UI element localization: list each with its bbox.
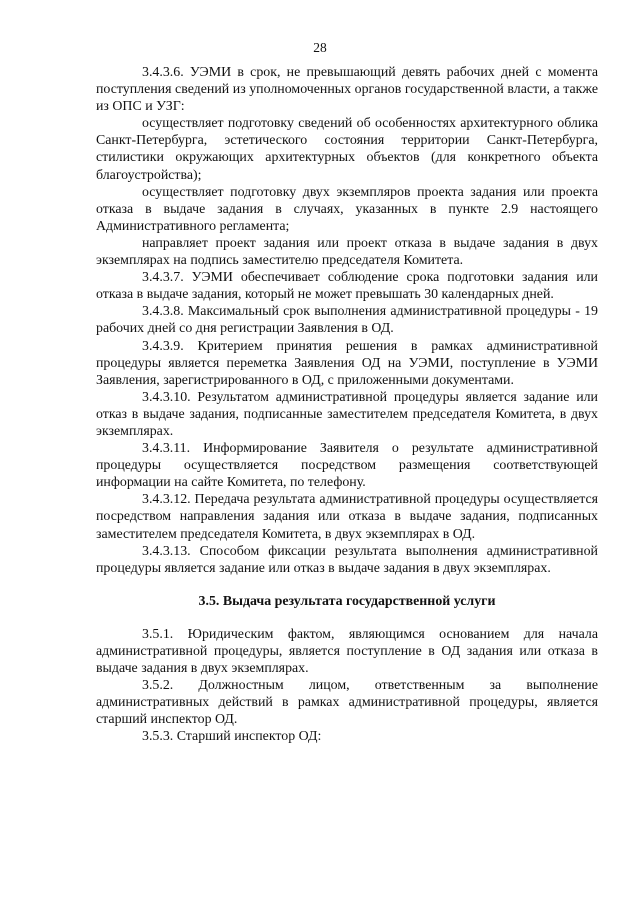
- paragraph: 3.4.3.9. Критерием принятия решения в рамках административной процедуры является переметка Заявления ОД на УЭМИ, поступление в УЭМИ Заявления, зарегистрированного в ОД, с приложенными документами.: [96, 338, 598, 388]
- paragraph: 3.5.3. Старший инспектор ОД:: [142, 729, 322, 745]
- paragraph: 3.4.3.10. Результатом административной процедуры является задание или отказ в выдаче задания, подписанные заместителем председателя Комитета, в двух экземплярах.: [96, 389, 598, 439]
- document-body: [96, 64, 598, 746]
- paragraph: осуществляет подготовку сведений об особенностях архитектурного облика Санкт-Петербурга, эстетического состояния территории Санкт-Петербурга, стилистики окружающих архитектурных объектов (для конкретного объекта благоустройства);: [96, 116, 598, 183]
- paragraph: осуществляет подготовку двух экземпляров проекта задания или проекта отказа в выдаче задания в случаях, указанных в пункте 2.9 настоящего Административного регламента;: [96, 184, 598, 234]
- paragraph: 3.5.2. Должностным лицом, ответственным за выполнение административных действий в рамках административной процедуры, является старший инспектор ОД.: [96, 678, 598, 728]
- paragraph: 3.4.3.7. УЭМИ обеспечивает соблюдение срока подготовки задания или отказа в выдаче задания, который не может превышать 30 календарных дней.: [96, 270, 598, 303]
- paragraph: 3.4.3.11. Информирование Заявителя о результате административной процедуры осуществляется посредством размещения соответствующей информации на сайте Комитета, по телефону.: [96, 441, 598, 491]
- paragraph: 3.4.3.8. Максимальный срок выполнения административной процедуры - 19 рабочих дней со дня регистрации Заявления в ОД.: [96, 304, 598, 337]
- page-number: 28: [313, 40, 327, 55]
- paragraph: 3.4.3.13. Способом фиксации результата выполнения административной процедуры является задание или отказ в выдаче задания в двух экземплярах.: [96, 543, 598, 576]
- paragraph: 3.4.3.12. Передача результата административной процедуры осуществляется посредством направления задания или отказа в выдаче задания, подписанных заместителем председателя Комитета, в двух экземплярах в ОД.: [96, 492, 598, 542]
- paragraph: 3.5.1. Юридическим фактом, являющимся основанием для начала административной процедуры, является поступление в ОД задания или отказа в выдаче задания в двух экземплярах.: [96, 626, 598, 677]
- paragraph: направляет проект задания или проект отказа в выдаче задания в двух экземплярах на подпись заместителю председателя Комитета.: [96, 235, 598, 269]
- paragraph: 3.4.3.6. УЭМИ в срок, не превышающий девять рабочих дней с момента поступления сведений из уполномоченных органов государственной власти, а также из ОПС и УЗГ:: [96, 65, 598, 115]
- section-heading: 3.5. Выдача результата государственной услуги: [198, 593, 496, 609]
